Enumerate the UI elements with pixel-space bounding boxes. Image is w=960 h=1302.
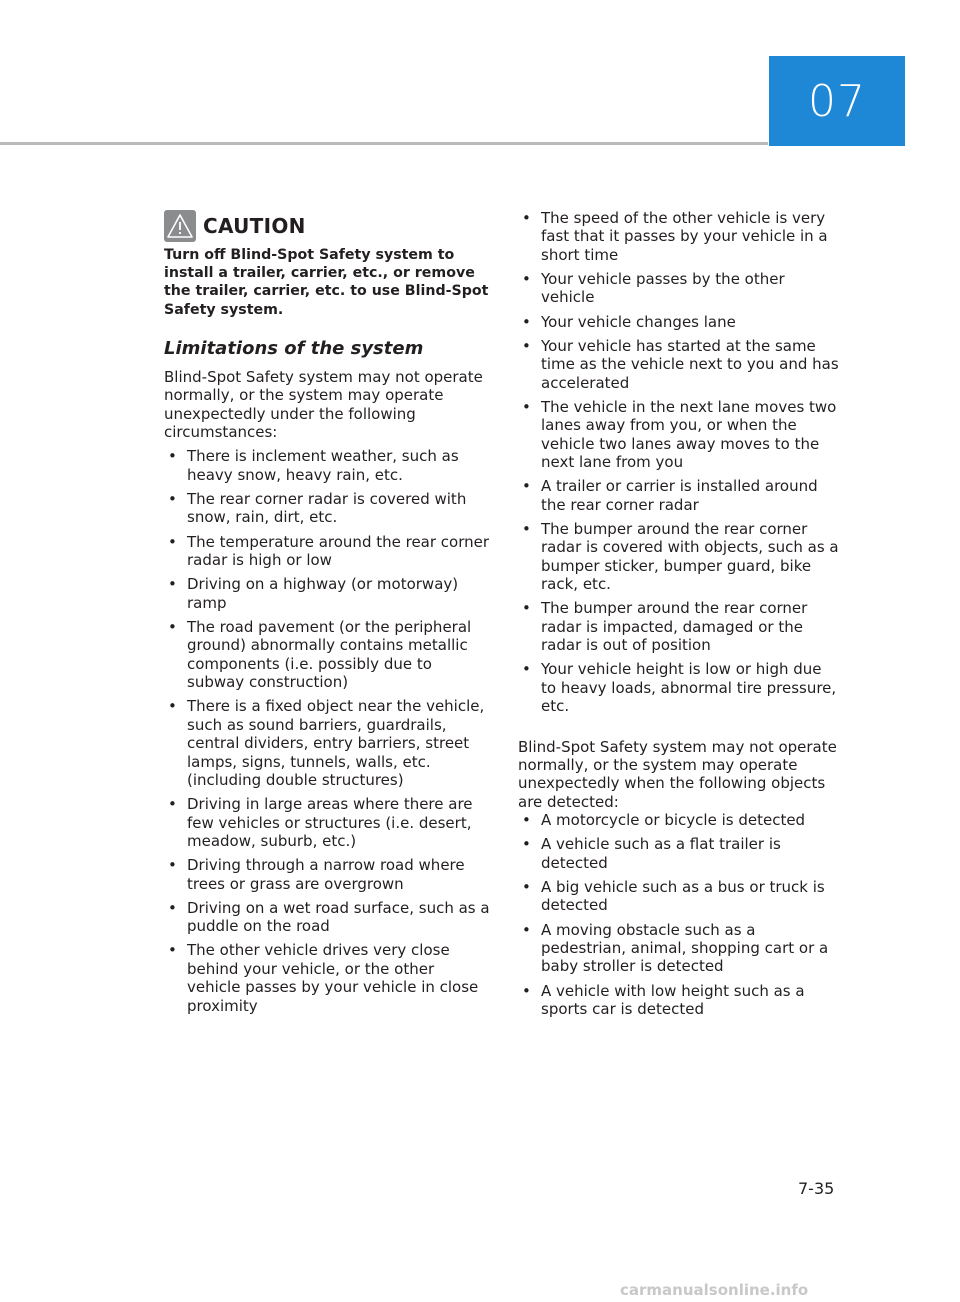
list-item: • A vehicle such as a flat trailer is detected xyxy=(518,835,840,872)
limitations-intro: Blind-Spot Safety system may not operate normally, or the system may operate unexpectedly under the following circumstances: xyxy=(164,367,483,442)
list-item: • Your vehicle changes lane xyxy=(518,313,840,331)
list-item: • There is inclement weather, such as heavy snow, heavy rain, etc. xyxy=(164,447,492,484)
conditions-list-left xyxy=(164,447,492,1015)
caution-text: Turn off Blind-Spot Safety system to install a trailer, carrier, etc., or remove the trailer, carrier, etc. to use Blind-Spot Safety system. xyxy=(164,247,489,318)
list-item: • Driving on a wet road surface, such as a puddle on the road xyxy=(164,899,492,936)
list-item: • Your vehicle has started at the same time as the vehicle next to you and has accelerated xyxy=(518,337,840,392)
watermark: carmanualsonline.info xyxy=(620,1281,809,1299)
list-item: • The road pavement (or the peripheral ground) abnormally contains metallic components (i.e. possibly due to subway construction) xyxy=(164,618,492,692)
list-item: • The temperature around the rear corner radar is high or low xyxy=(164,533,492,570)
left-column xyxy=(164,210,492,1021)
list-item: • Driving through a narrow road where trees or grass are overgrown xyxy=(164,856,492,893)
list-item: • Driving in large areas where there are few vehicles or structures (i.e. desert, meadow, suburb, etc.) xyxy=(164,795,492,850)
list-item: • Driving on a highway (or motorway) ramp xyxy=(164,575,492,612)
list-item: • The vehicle in the next lane moves two lanes away from you, or when the vehicle two lanes away moves to the next lane from you xyxy=(518,398,840,472)
list-item: • A trailer or carrier is installed around the rear corner radar xyxy=(518,477,840,514)
list-item: • The speed of the other vehicle is very fast that it passes by your vehicle in a short time xyxy=(518,209,840,264)
right-column xyxy=(518,209,840,1024)
list-item: • The bumper around the rear corner radar is covered with objects, such as a bumper sticker, bumper guard, bike rack, etc. xyxy=(518,520,840,594)
list-item: • A motorcycle or bicycle is detected xyxy=(518,811,840,829)
list-item: • Your vehicle height is low or high due to heavy loads, abnormal tire pressure, etc. xyxy=(518,660,840,715)
caution-title: CAUTION xyxy=(203,214,306,238)
objects-intro: Blind-Spot Safety system may not operate normally, or the system may operate unexpectedly when the following objects are detected: xyxy=(518,737,837,811)
list-item: • A moving obstacle such as a pedestrian, animal, shopping cart or a baby stroller is detected xyxy=(518,921,840,976)
list-item: • A vehicle with low height such as a sports car is detected xyxy=(518,982,840,1019)
list-item: • A big vehicle such as a bus or truck is detected xyxy=(518,878,840,915)
conditions-list-right xyxy=(518,209,840,716)
objects-list xyxy=(518,811,840,1018)
list-item: • There is a fixed object near the vehicle, such as sound barriers, guardrails, central dividers, entry barriers, street lamps, signs, tunnels, walls, etc. (including double structures) xyxy=(164,697,492,789)
list-item: • Your vehicle passes by the other vehicle xyxy=(518,270,840,307)
section-title: Limitations of the system xyxy=(164,337,424,359)
warning-triangle-icon xyxy=(164,210,196,242)
list-item: • The other vehicle drives very close behind your vehicle, or the other vehicle passes by your vehicle in close proximity xyxy=(164,941,492,1015)
list-item: • The bumper around the rear corner radar is impacted, damaged or the radar is out of position xyxy=(518,599,840,654)
caution-header xyxy=(164,210,492,242)
header-rule xyxy=(0,142,768,145)
chapter-tab: 07 xyxy=(769,56,905,146)
page-number: 7-35 xyxy=(798,1179,835,1198)
list-item: • The rear corner radar is covered with snow, rain, dirt, etc. xyxy=(164,490,492,527)
